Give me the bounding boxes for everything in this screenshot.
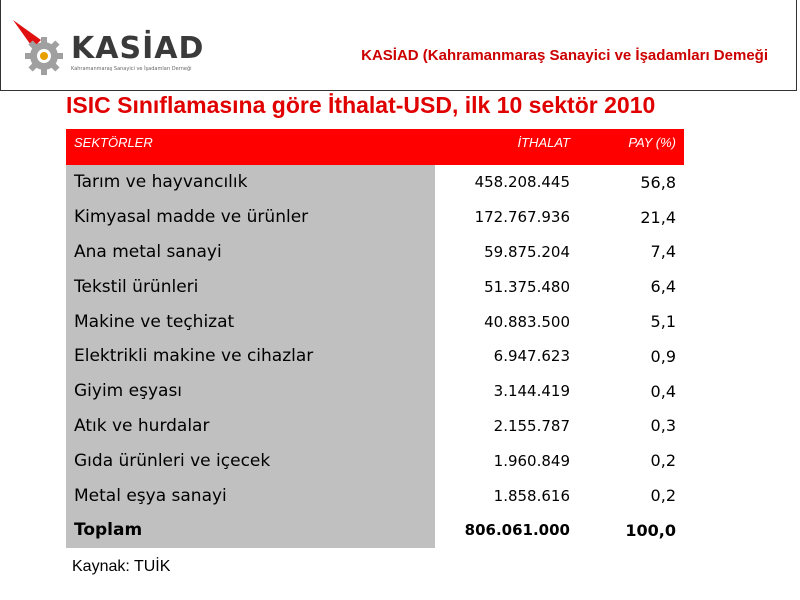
source-note: Kaynak: TUİK (72, 558, 171, 575)
table-row (66, 165, 684, 200)
column-header-import: İTHALAT (435, 129, 578, 165)
table-row (66, 235, 684, 270)
sector-cell: Metal eşya sanayi (66, 478, 435, 513)
gear-with-red-triangle-icon (11, 18, 73, 78)
sector-cell: Ana metal sanayi (66, 235, 435, 270)
import-cell: 1.858.616 (435, 478, 578, 513)
import-cell: 3.144.419 (435, 374, 578, 409)
table-total-row (66, 513, 684, 548)
logo-tagline: Kahramanmaraş Sanayici ve İşadamları Derneği (71, 66, 192, 72)
import-cell: 59.875.204 (435, 235, 578, 270)
table-row (66, 374, 684, 409)
share-cell: 0,9 (578, 339, 684, 374)
header-bar (0, 0, 797, 91)
sector-cell: Gıda ürünleri ve içecek (66, 443, 435, 478)
import-cell: 40.883.500 (435, 304, 578, 339)
table-row (66, 478, 684, 513)
header-title: KASİAD (Kahramanmaraş Sanayici ve İşadamları Demeği (361, 47, 768, 64)
sector-cell: Tekstil ürünleri (66, 269, 435, 304)
share-cell: 0,4 (578, 374, 684, 409)
share-cell: 5,1 (578, 304, 684, 339)
table-row (66, 200, 684, 235)
sector-cell: Giyim eşyası (66, 374, 435, 409)
import-cell: 51.375.480 (435, 269, 578, 304)
total-import-cell: 806.061.000 (435, 513, 578, 548)
share-cell: 6,4 (578, 269, 684, 304)
total-label-cell: Toplam (66, 513, 435, 548)
import-cell: 1.960.849 (435, 443, 578, 478)
sector-cell: Kimyasal madde ve ürünler (66, 200, 435, 235)
total-share-cell: 100,0 (578, 513, 684, 548)
table-row (66, 339, 684, 374)
column-header-sector: SEKTÖRLER (66, 129, 435, 165)
share-cell: 21,4 (578, 200, 684, 235)
import-table (66, 129, 684, 548)
table-header-row (66, 129, 684, 165)
share-cell: 0,2 (578, 443, 684, 478)
sector-cell: Tarım ve hayvancılık (66, 165, 435, 200)
kasiad-logo (11, 18, 231, 78)
table-row (66, 409, 684, 444)
import-cell: 2.155.787 (435, 409, 578, 444)
table-row (66, 443, 684, 478)
import-cell: 6.947.623 (435, 339, 578, 374)
import-cell: 458.208.445 (435, 165, 578, 200)
logo-wordmark: KASİAD (71, 31, 205, 66)
share-cell: 56,8 (578, 165, 684, 200)
page-title: ISIC Sınıflamasına göre İthalat-USD, ilk 10 sektör 2010 (66, 92, 656, 118)
sector-cell: Elektrikli makine ve cihazlar (66, 339, 435, 374)
sector-cell: Makine ve teçhizat (66, 304, 435, 339)
column-header-share: PAY (%) (578, 129, 684, 165)
table-row (66, 304, 684, 339)
share-cell: 0,2 (578, 478, 684, 513)
share-cell: 7,4 (578, 235, 684, 270)
sector-cell: Atık ve hurdalar (66, 409, 435, 444)
import-cell: 172.767.936 (435, 200, 578, 235)
table-row (66, 269, 684, 304)
share-cell: 0,3 (578, 409, 684, 444)
